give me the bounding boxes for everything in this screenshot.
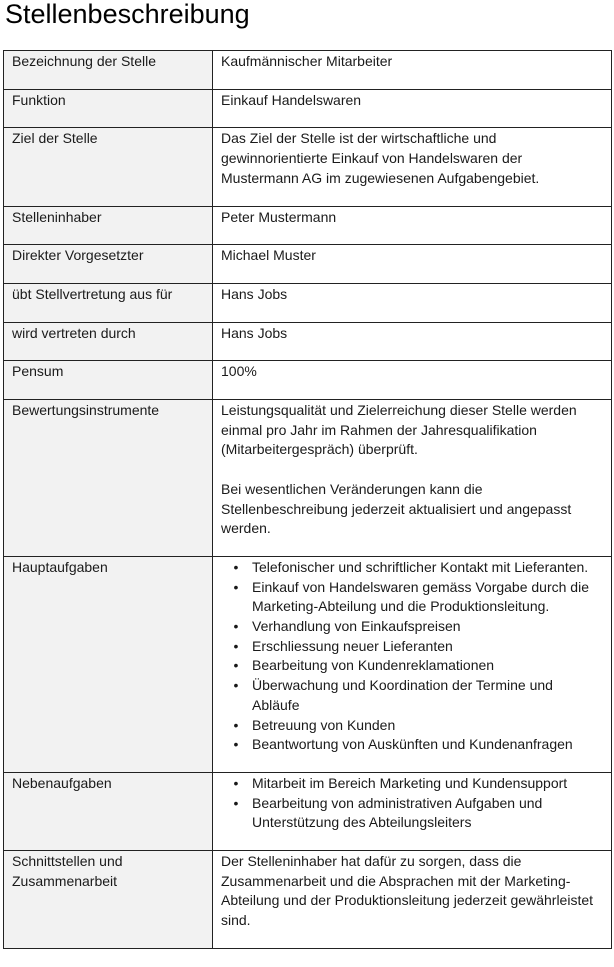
bullet-icon: • [233, 736, 239, 753]
bullet-icon: • [233, 558, 239, 575]
row-value-vertreten: Hans Jobs [213, 322, 612, 361]
job-description-table [3, 50, 612, 949]
list-item-text: Bearbeitung von administrativen Aufgaben und Unterstützung des Abteilungsleiters [252, 794, 543, 831]
row-label-vertreten: wird vertreten durch [4, 322, 213, 361]
row-value-stelleninhaber: Peter Mustermann [213, 206, 612, 245]
row-label-vorgesetzter: Direkter Vorgesetzter [4, 245, 213, 284]
list-item-text: Beantwortung von Auskünften und Kundenanfragen [252, 736, 573, 753]
bullet-icon: • [233, 618, 239, 635]
table-row [4, 89, 612, 128]
bullet-icon: • [233, 578, 239, 595]
list-item [233, 676, 603, 715]
row-label-nebenaufgaben: Nebenaufgaben [4, 772, 213, 850]
table-row [4, 851, 612, 949]
row-label-hauptaufgaben: Hauptaufgaben [4, 556, 213, 772]
bullet-icon: • [233, 657, 239, 674]
row-value-ziel: Das Ziel der Stelle ist der wirtschaftliche und gewinnorientierte Einkauf von Handelswaren der Mustermann AG im zugewiesenen Aufgabengebiet. [213, 128, 612, 206]
bullet-icon: • [233, 794, 239, 811]
row-value-pensum: 100% [213, 361, 612, 400]
row-label-stellvertretung: übt Stellvertretung aus für [4, 283, 213, 322]
row-label-bezeichnung: Bezeichnung der Stelle [4, 51, 213, 90]
row-label-schnittstellen: Schnittstellen und Zusammenarbeit [4, 851, 213, 949]
list-item [233, 578, 603, 617]
list-item [233, 656, 603, 676]
table-row [4, 283, 612, 322]
bullet-icon: • [233, 774, 239, 791]
row-value-schnittstellen: Der Stelleninhaber hat dafür zu sorgen, dass die Zusammenarbeit und die Absprachen mit der Marketing-Abteilung und der Produktionsleitung jederzeit gewährleistet sind. [213, 851, 612, 949]
row-value-hauptaufgaben [213, 556, 612, 772]
row-value-vorgesetzter: Michael Muster [213, 245, 612, 284]
list-item [233, 558, 603, 578]
list-item-text: Verhandlung von Einkaufspreisen [252, 618, 461, 635]
row-label-bewertung: Bewertungsinstrumente [4, 400, 213, 557]
row-value-bezeichnung: Kaufmännischer Mitarbeiter [213, 51, 612, 90]
list-item-text: Mitarbeit im Bereich Marketing und Kundensupport [252, 774, 568, 791]
bullet-icon: • [233, 637, 239, 654]
table-row [4, 556, 612, 772]
row-label-pensum: Pensum [4, 361, 213, 400]
row-value-funktion: Einkauf Handelswaren [213, 89, 612, 128]
list-item-text: Einkauf von Handelswaren gemäss Vorgabe durch die Marketing-Abteilung und die Produktionsleitung. [252, 578, 589, 615]
table-row [4, 128, 612, 206]
hauptaufgaben-list [221, 558, 603, 755]
list-item-text: Telefonischer und schriftlicher Kontakt mit Lieferanten. [252, 558, 589, 575]
bullet-icon: • [233, 677, 239, 694]
list-item [233, 617, 603, 637]
table-row [4, 322, 612, 361]
row-value-bewertung [213, 400, 612, 557]
table-row [4, 245, 612, 284]
table-row [4, 361, 612, 400]
table-row [4, 400, 612, 557]
list-item [233, 735, 603, 755]
row-value-stellvertretung: Hans Jobs [213, 283, 612, 322]
bewertung-paragraph-2: Bei wesentlichen Veränderungen kann die Stellenbeschreibung jederzeit aktualisiert und angepasst werden. [221, 480, 572, 537]
list-item [233, 774, 603, 794]
table-row [4, 51, 612, 90]
list-item [233, 716, 603, 736]
list-item-text: Überwachung und Koordination der Termine und Abläufe [252, 677, 553, 713]
row-label-stelleninhaber: Stelleninhaber [4, 206, 213, 245]
list-item-text: Erschliessung neuer Lieferanten [252, 637, 453, 654]
list-item-text: Betreuung von Kunden [252, 716, 396, 733]
row-label-ziel: Ziel der Stelle [4, 128, 213, 206]
bullet-icon: • [233, 716, 239, 733]
list-item [233, 637, 603, 657]
list-item-text: Bearbeitung von Kundenreklamationen [252, 657, 495, 674]
table-row [4, 206, 612, 245]
table-row [4, 772, 612, 850]
document-title: Stellenbeschreibung [5, 0, 250, 29]
row-value-nebenaufgaben [213, 772, 612, 850]
list-item [233, 794, 603, 833]
bewertung-paragraph-1: Leistungsqualität und Zielerreichung dieser Stelle werden einmal pro Jahr im Rahmen der Jahresqualifikation (Mitarbeitergespräch) überprüft. [221, 402, 577, 458]
nebenaufgaben-list [221, 774, 603, 833]
paragraph-spacer [221, 460, 603, 480]
row-label-funktion: Funktion [4, 89, 213, 128]
